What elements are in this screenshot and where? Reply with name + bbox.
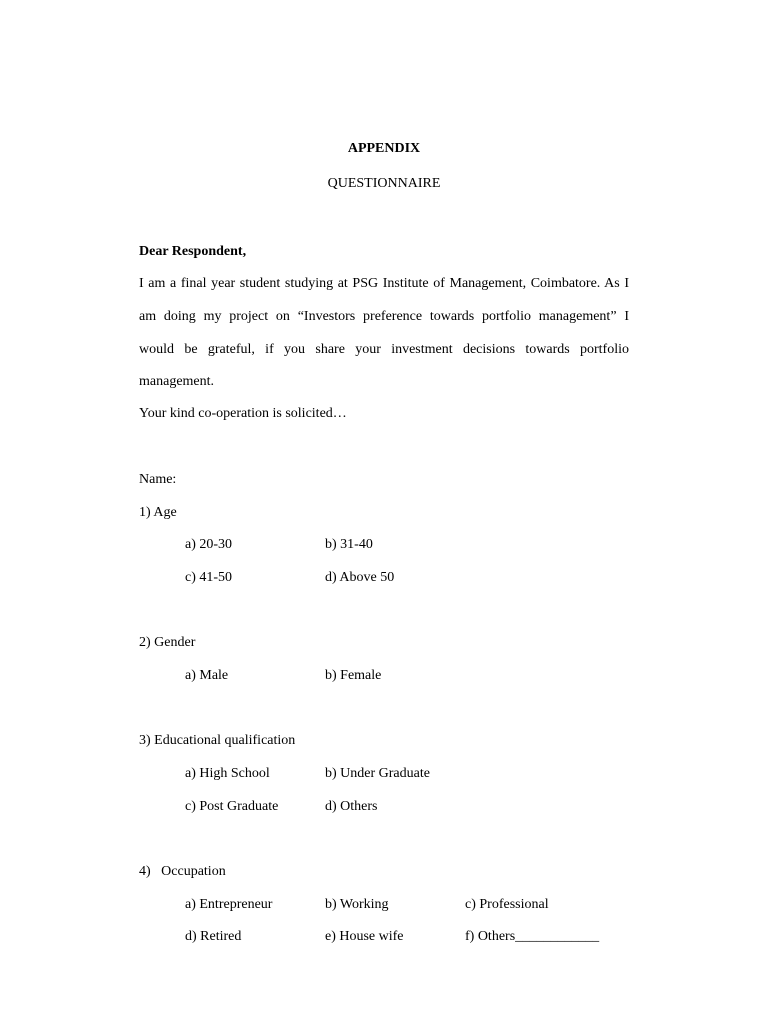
- appendix-heading: APPENDIX: [347, 141, 421, 156]
- age-option: b) 31-40: [325, 537, 373, 552]
- intro-line: management.: [139, 374, 215, 389]
- questionnaire-subheading: QUESTIONNAIRE: [327, 176, 441, 191]
- education-option: b) Under Graduate: [325, 766, 430, 781]
- closing-line: Your kind co-operation is solicited…: [139, 406, 347, 421]
- intro-line: am doing my project on “Investors preference towards portfolio management” I: [139, 309, 629, 324]
- education-option: c) Post Graduate: [185, 799, 279, 814]
- question-occupation-title: 4) Occupation: [139, 864, 226, 879]
- age-option: d) Above 50: [325, 570, 395, 585]
- education-option: d) Others: [325, 799, 378, 814]
- occupation-option: f) Others____________: [465, 929, 600, 944]
- age-option: a) 20-30: [185, 537, 233, 552]
- name-label: Name:: [139, 472, 177, 487]
- occupation-option: b) Working: [325, 897, 389, 912]
- occupation-option: a) Entrepreneur: [185, 897, 273, 912]
- occupation-option: d) Retired: [185, 929, 242, 944]
- intro-line: I am a final year student studying at PSG Institute of Management, Coimbatore. As I: [139, 276, 629, 291]
- education-option: a) High School: [185, 766, 270, 781]
- gender-option: a) Male: [185, 668, 229, 683]
- gender-option: b) Female: [325, 668, 382, 683]
- question-gender-title: 2) Gender: [139, 635, 196, 650]
- intro-line: would be grateful, if you share your investment decisions towards portfolio: [139, 342, 629, 357]
- occupation-option: e) House wife: [325, 929, 404, 944]
- question-education-title: 3) Educational qualification: [139, 733, 296, 748]
- salutation: Dear Respondent,: [139, 244, 247, 259]
- question-age-title: 1) Age: [139, 505, 177, 520]
- occupation-option: c) Professional: [465, 897, 549, 912]
- age-option: c) 41-50: [185, 570, 233, 585]
